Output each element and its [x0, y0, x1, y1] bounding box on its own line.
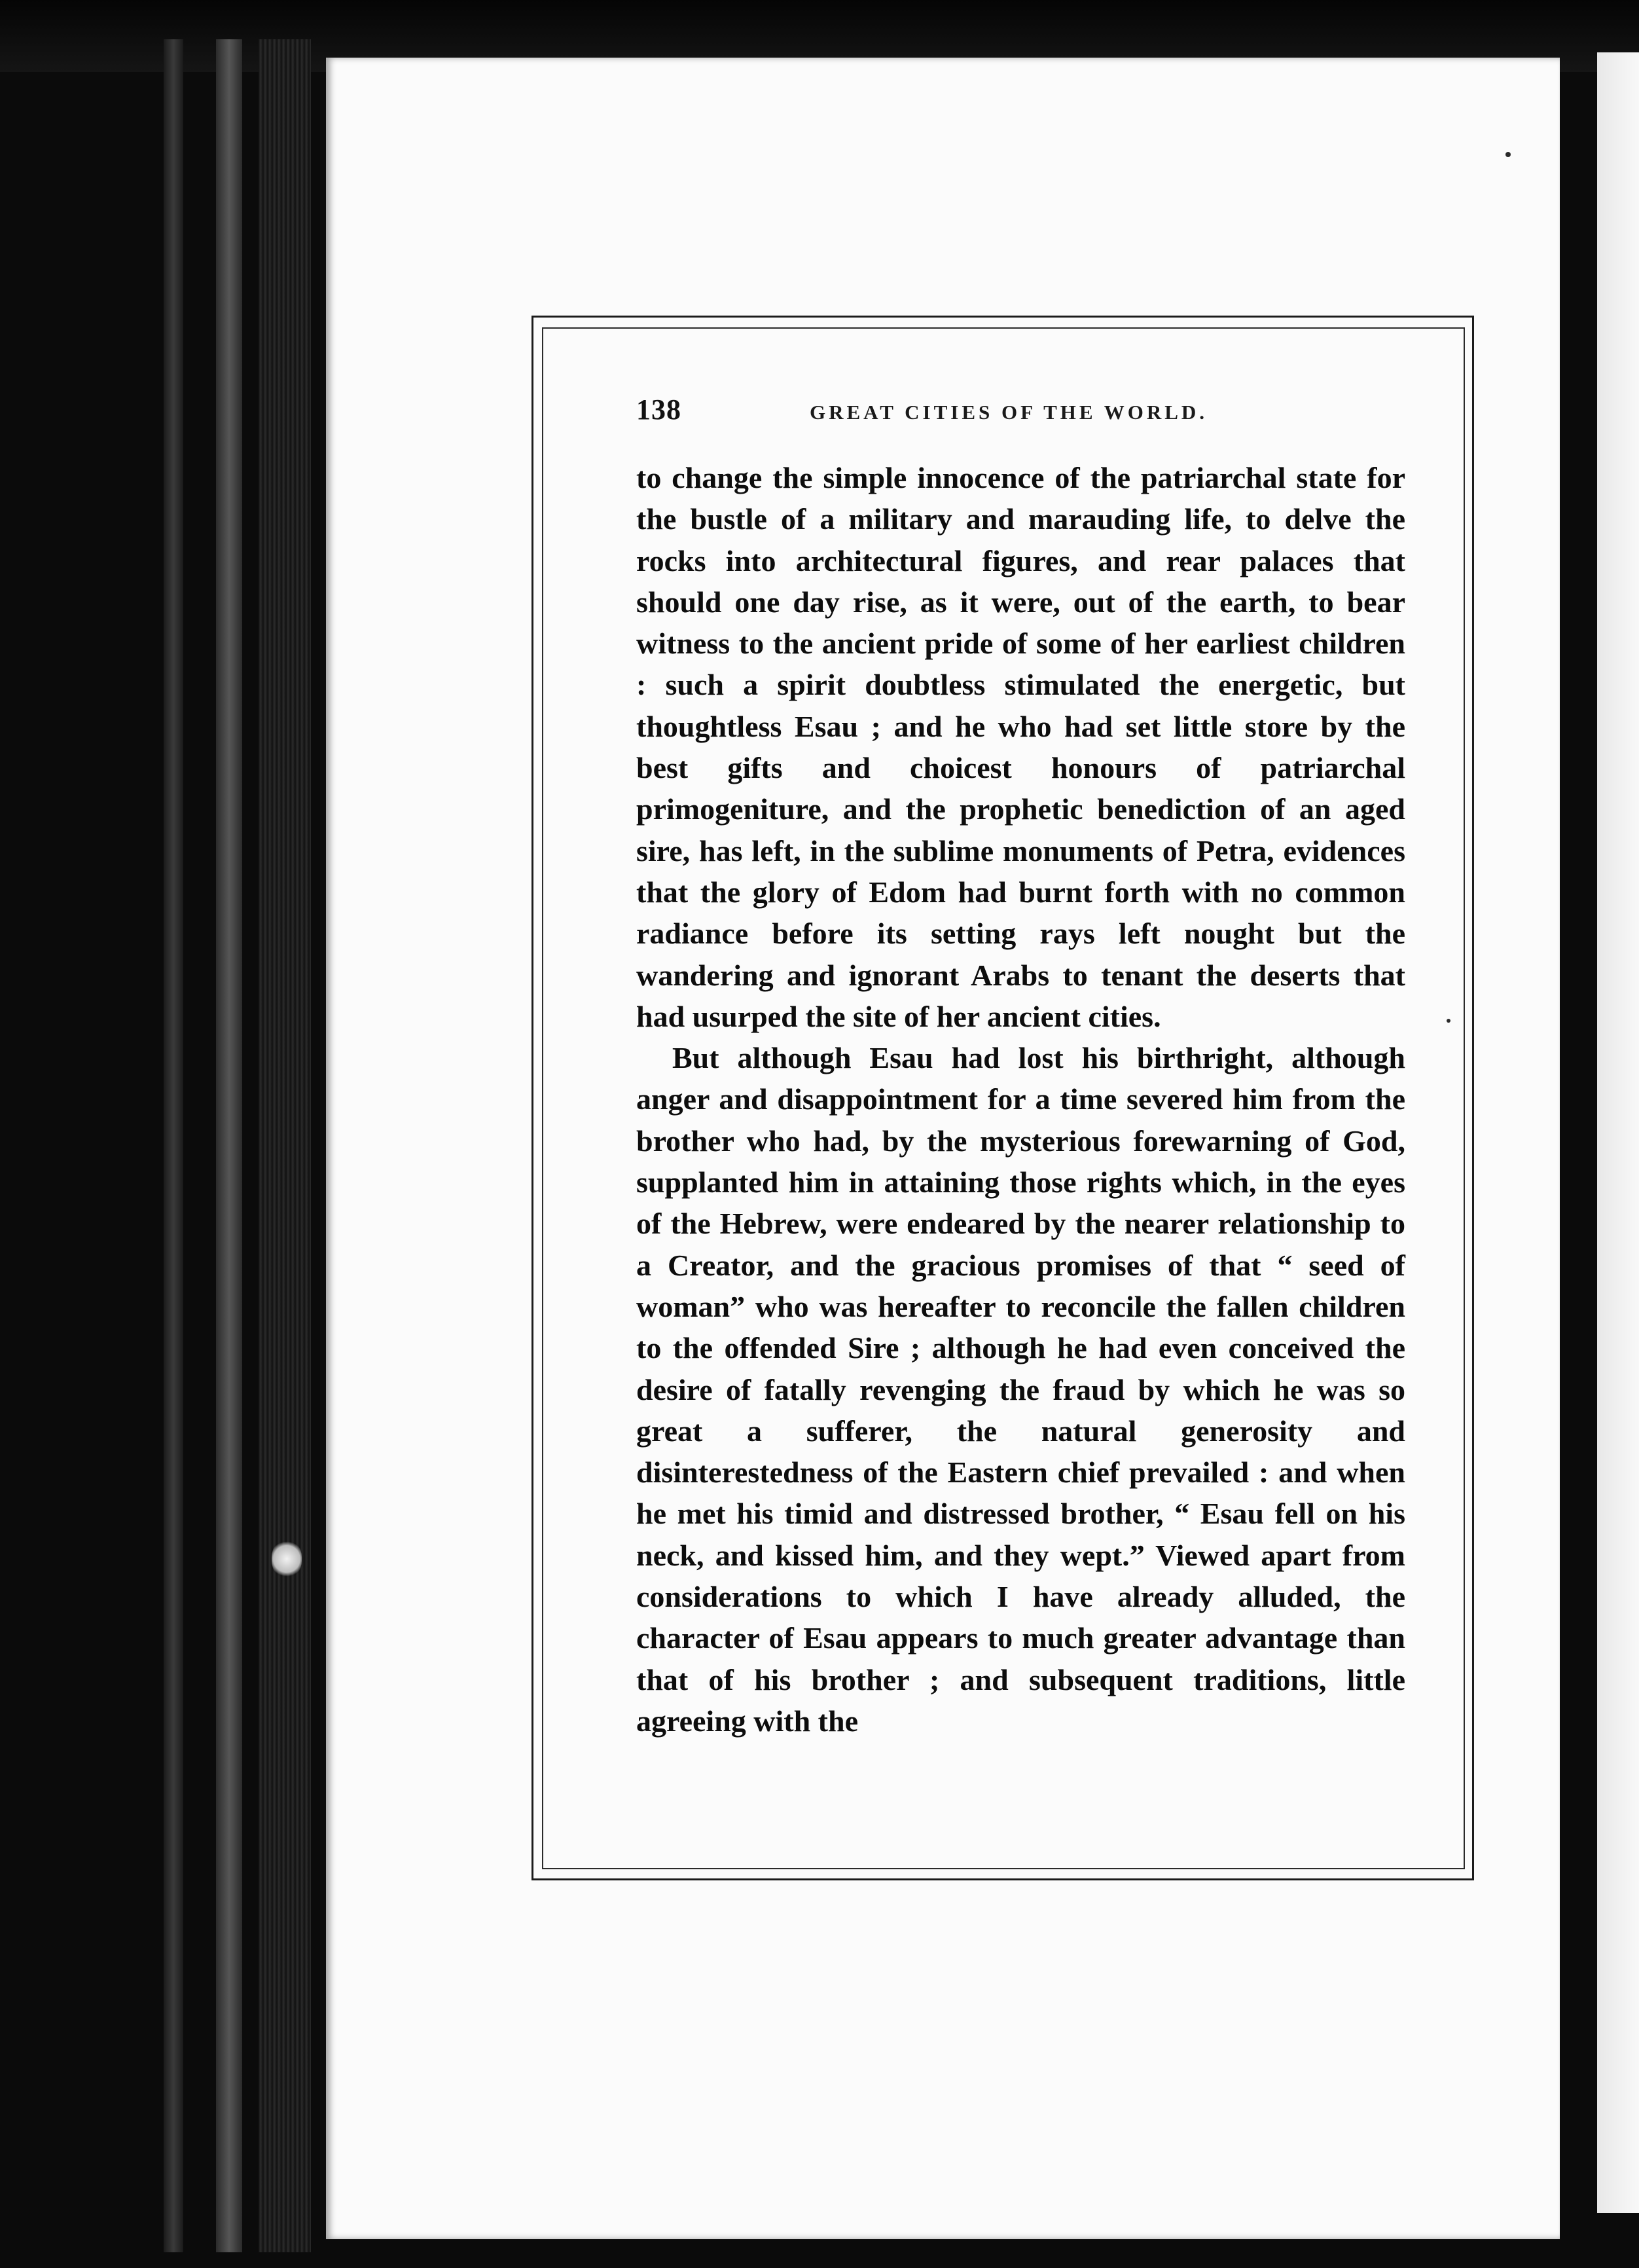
body-text — [636, 457, 1405, 1742]
book-spine-edge — [164, 39, 183, 2252]
running-title: GREAT CITIES OF THE WORLD. — [810, 401, 1208, 424]
dust-speck — [1505, 152, 1511, 157]
page-number: 138 — [636, 393, 681, 426]
book-page-edge — [216, 39, 242, 2252]
book-page-stack — [259, 39, 311, 2252]
paragraph: But although Esau had lost his birthright, although anger and disappointment for a time severed him from the brother who had, by the mysterious forewarning of God, supplanted him in attaining those rights which, in the eyes of the Hebrew, were endeared by the nearer relationship to a Creator, and the gracious promises of that “ seed of woman” who was hereafter to reconcile the fallen children to the offended Sire ; although he had even conceived the desire of fatally revenging the fraud by which he was so great a sufferer, the natural generosity and disinterestedness of the Eastern chief prevailed : and when he met his timid and distressed brother, “ Esau fell on his neck, and kissed him, and they wept.” Viewed apart from considerations to which I have already alluded, the character of Esau appears to much greater advantage than that of his brother ; and subsequent traditions, little agreeing with the — [636, 1041, 1405, 1738]
running-head — [636, 393, 1389, 432]
facing-page-edge — [1597, 52, 1639, 2213]
paragraph: to change the simple innocence of the patriarchal state for the bustle of a military and marauding life, to delve the rocks into architectural figures, and rear palaces that should one day rise, as it were, out of the earth, to bear witness to the ancient pride of some of her earliest children : such a spirit doubtless stimulated the energetic, but thoughtless Esau ; and he who had set little store by the best gifts and choicest honours of patriarchal primogeniture, and the prophetic benediction of an aged sire, has left, in the sublime monuments of Petra, evidences that the glory of Edom had burnt forth with no common radiance before its setting rays left nought but the wandering and ignorant Arabs to tenant the deserts that had usurped the site of her ancient cities. — [636, 461, 1405, 1033]
page-smudge — [272, 1540, 302, 1578]
